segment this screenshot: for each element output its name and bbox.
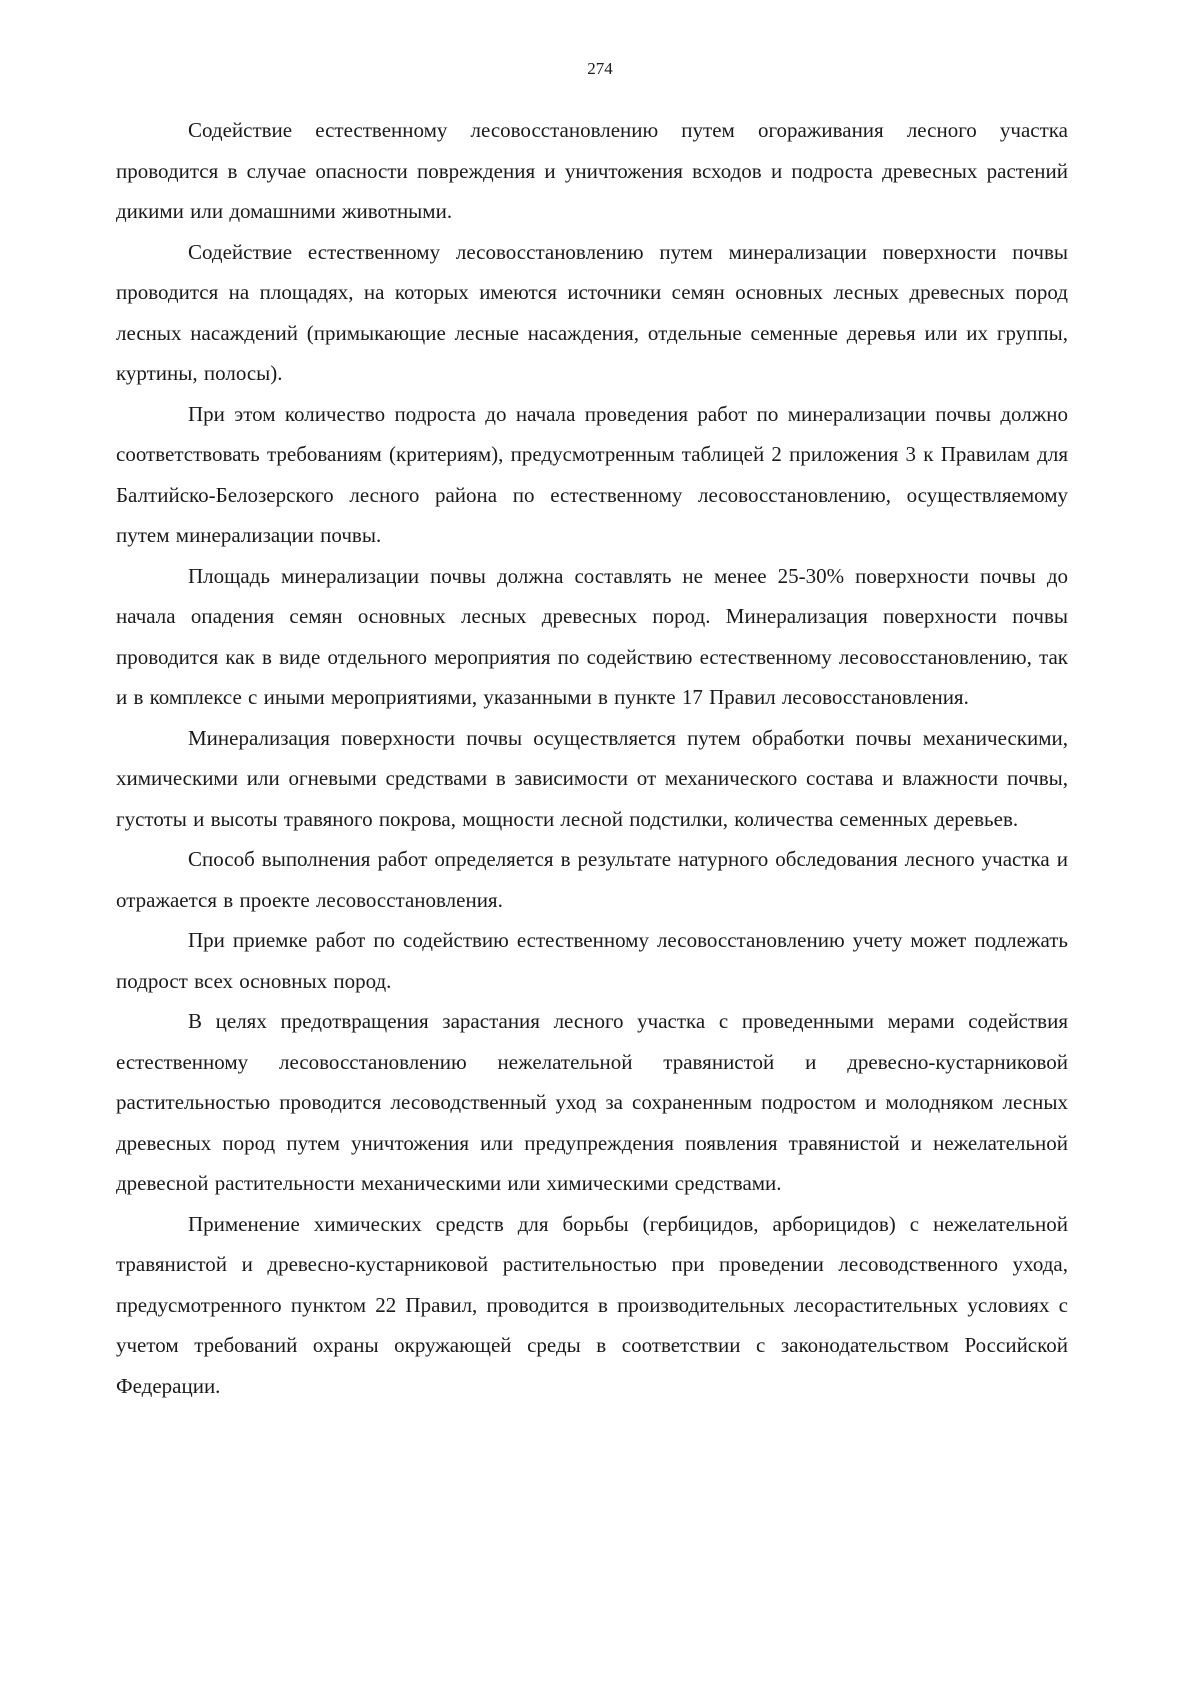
paragraph: Минерализация поверхности почвы осуществляется путем обработки почвы механическими, химическими или огневыми средствами в зависимости от механического состава и влажности почвы, густоты и высоты травяного покрова, мощности лесной подстилки, количества семенных деревьев. — [116, 725, 1068, 831]
paragraph: В целях предотвращения зарастания лесного участка с проведенными мерами содействия естественному лесовосстановлению нежелательной травянистой и древесно-кустарниковой растительностью проводится лесоводственный уход за сохраненным подростом и молодняком лесных древесных пород путем уничтожения или предупреждения появления травянистой и нежелательной древесной растительности механическими или химическими средствами. — [116, 1009, 1068, 1195]
paragraph: Применение химических средств для борьбы (гербицидов, арборицидов) с нежелательной травянистой и древесно-кустарниковой растительностью при проведении лесоводственного ухода, предусмотренного пунктом 22 Правил, проводится в производительных лесорастительных условиях с учетом требований охраны окружающей среды в соответствии с законодательством Российской Федерации. — [116, 1211, 1068, 1398]
paragraph: Способ выполнения работ определяется в результате натурного обследования лесного участка и отражается в проекте лесовосстановления. — [116, 847, 1068, 912]
paragraph: При приемке работ по содействию естественному лесовосстановлению учету может подлежать подрост всех основных пород. — [116, 928, 1068, 993]
page-number: 274 — [587, 59, 613, 78]
paragraph: Площадь минерализации почвы должна составлять не менее 25-30% поверхности почвы до начала опадения семян основных лесных древесных пород. Минерализация поверхности почвы проводится как в виде отдельного мероприятия по содействию естественному лесовосстановлению, так и в комплексе с иными мероприятиями, указанными в пункте 17 Правил лесовосстановления. — [116, 563, 1068, 709]
paragraph: При этом количество подроста до начала проведения работ по минерализации почвы должно соответствовать требованиям (критериям), предусмотренным таблицей 2 приложения 3 к Правилам для Балтийско-Белозерского лесного района по естественному лесовосстановлению, осуществляемому путем минерализации почвы. — [116, 401, 1068, 547]
document-body — [116, 110, 1068, 1406]
paragraph: Содействие естественному лесовосстановлению путем минерализации поверхности почвы проводится на площадях, на которых имеются источники семян основных лесных древесных пород лесных насаждений (примыкающие лесные насаждения, отдельные семенные деревья или их группы, куртины, полосы). — [116, 239, 1068, 385]
paragraph: Содействие естественному лесовосстановлению путем огораживания лесного участка проводится в случае опасности повреждения и уничтожения всходов и подроста древесных растений дикими или домашними животными. — [116, 118, 1068, 223]
